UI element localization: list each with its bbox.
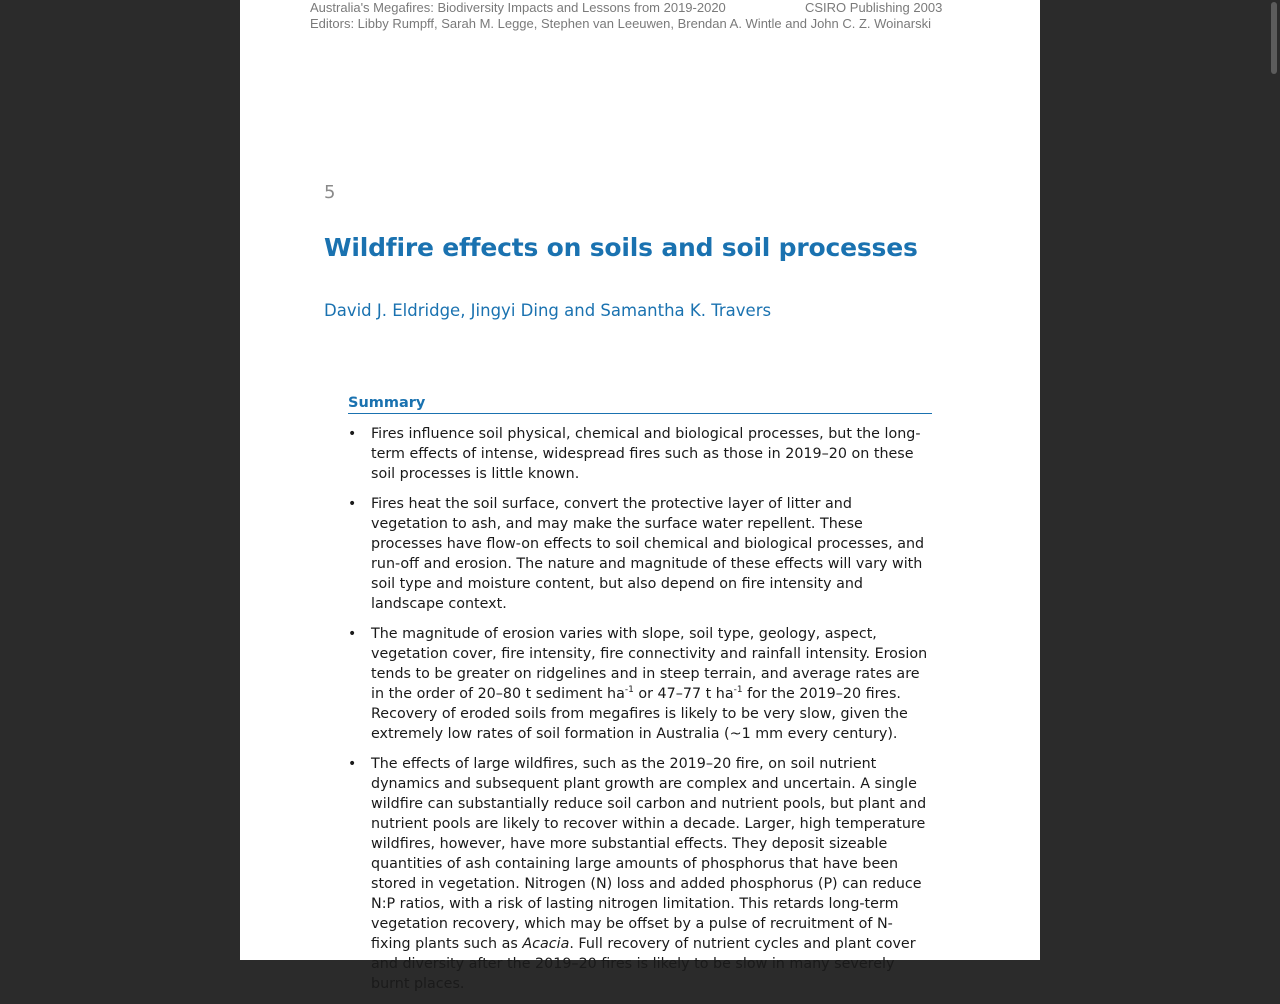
summary-bullet-item [348, 494, 932, 614]
chapter-authors: David J. Eldridge, Jingyi Ding and Samantha K. Travers [324, 301, 772, 320]
chapter-number: 5 [324, 182, 336, 203]
bullet-text: Fires influence soil physical, chemical and biological processes, but the long-term effects of intense, widespread fires such as those in 2019–20 on these soil processes is little known. [371, 426, 921, 482]
chapter-title: Wildfire effects on soils and soil processes [324, 233, 918, 262]
bullet-marker: • [348, 426, 357, 442]
summary-bullet-item [348, 624, 932, 744]
superscript: -1 [733, 685, 743, 695]
summary-bullet-item [348, 424, 932, 484]
bullet-text-segment: The effects of large wildfires, such as the 2019–20 fire, on soil nutrient dynamics and subsequent plant growth are complex and uncertain. A single wildfire can substantially reduce soil carbon and nutrient pools, but plant and nutrient pools are likely to recover within a decade. Larger, high temperature wildfires, however, have more substantial effects. They deposit sizeable quantities of ash containing large amounts of phosphorus that have been stored in vegetation. Nitrogen (N) loss and added phosphorus (P) can reduce N:P ratios, with a risk of lasting nitrogen limitation. This retards long-term vegetation recovery, which may be offset by a pulse of recruitment of N-fixing plants such as [371, 756, 927, 952]
bullet-marker: • [348, 756, 357, 772]
summary-bullet-list [348, 424, 932, 994]
italic-species-name: Acacia [522, 936, 570, 952]
scrollbar-thumb[interactable] [1271, 2, 1277, 74]
bullet-text-segment: or 47–77 t ha [633, 686, 734, 702]
pdf-page [240, 0, 1040, 992]
bullet-text [371, 756, 926, 992]
bullet-text-segment: The magnitude of erosion varies with slope, soil type, geology, aspect, vegetation cover, fire intensity, fire connectivity and rainfall intensity. Erosion tends to be greater on ridgelines and in steep terrain, and average rates are in the order of 20–80 t sediment ha [371, 626, 928, 702]
bullet-text-segment: . Full recovery of nutrient cycles and plant cover and diversity after the 2019–20 fires is likely to be slow in many severely burnt places. [371, 936, 916, 992]
running-header-publisher: CSIRO Publishing 2003 [805, 0, 943, 15]
bullet-marker: • [348, 496, 357, 512]
summary-box [348, 394, 932, 1004]
bullet-text [371, 626, 927, 742]
bullet-marker: • [348, 626, 357, 642]
summary-bullet-item [348, 754, 932, 994]
running-header-editors: Editors: Libby Rumpff, Sarah M. Legge, Stephen van Leeuwen, Brendan A. Wintle and John C. Z. Woinarski [310, 16, 931, 31]
bullet-text-segment: for the 2019–20 fires. Recovery of eroded soils from megafires is likely to be very slow, given the extremely low rates of soil formation in Australia (~1 mm every century). [371, 686, 908, 742]
summary-heading: Summary [348, 394, 932, 414]
vertical-scrollbar[interactable] [1266, 0, 1280, 960]
superscript: -1 [624, 685, 634, 695]
running-header-book-title: Australia's Megafires: Biodiversity Impacts and Lessons from 2019-2020 [310, 0, 726, 15]
bullet-text: Fires heat the soil surface, convert the protective layer of litter and vegetation to ash, and may make the surface water repellent. These processes have flow-on effects to soil chemical and biological processes, and run-off and erosion. The nature and magnitude of these effects will vary with soil type and moisture content, but also depend on fire intensity and landscape context. [371, 496, 925, 612]
